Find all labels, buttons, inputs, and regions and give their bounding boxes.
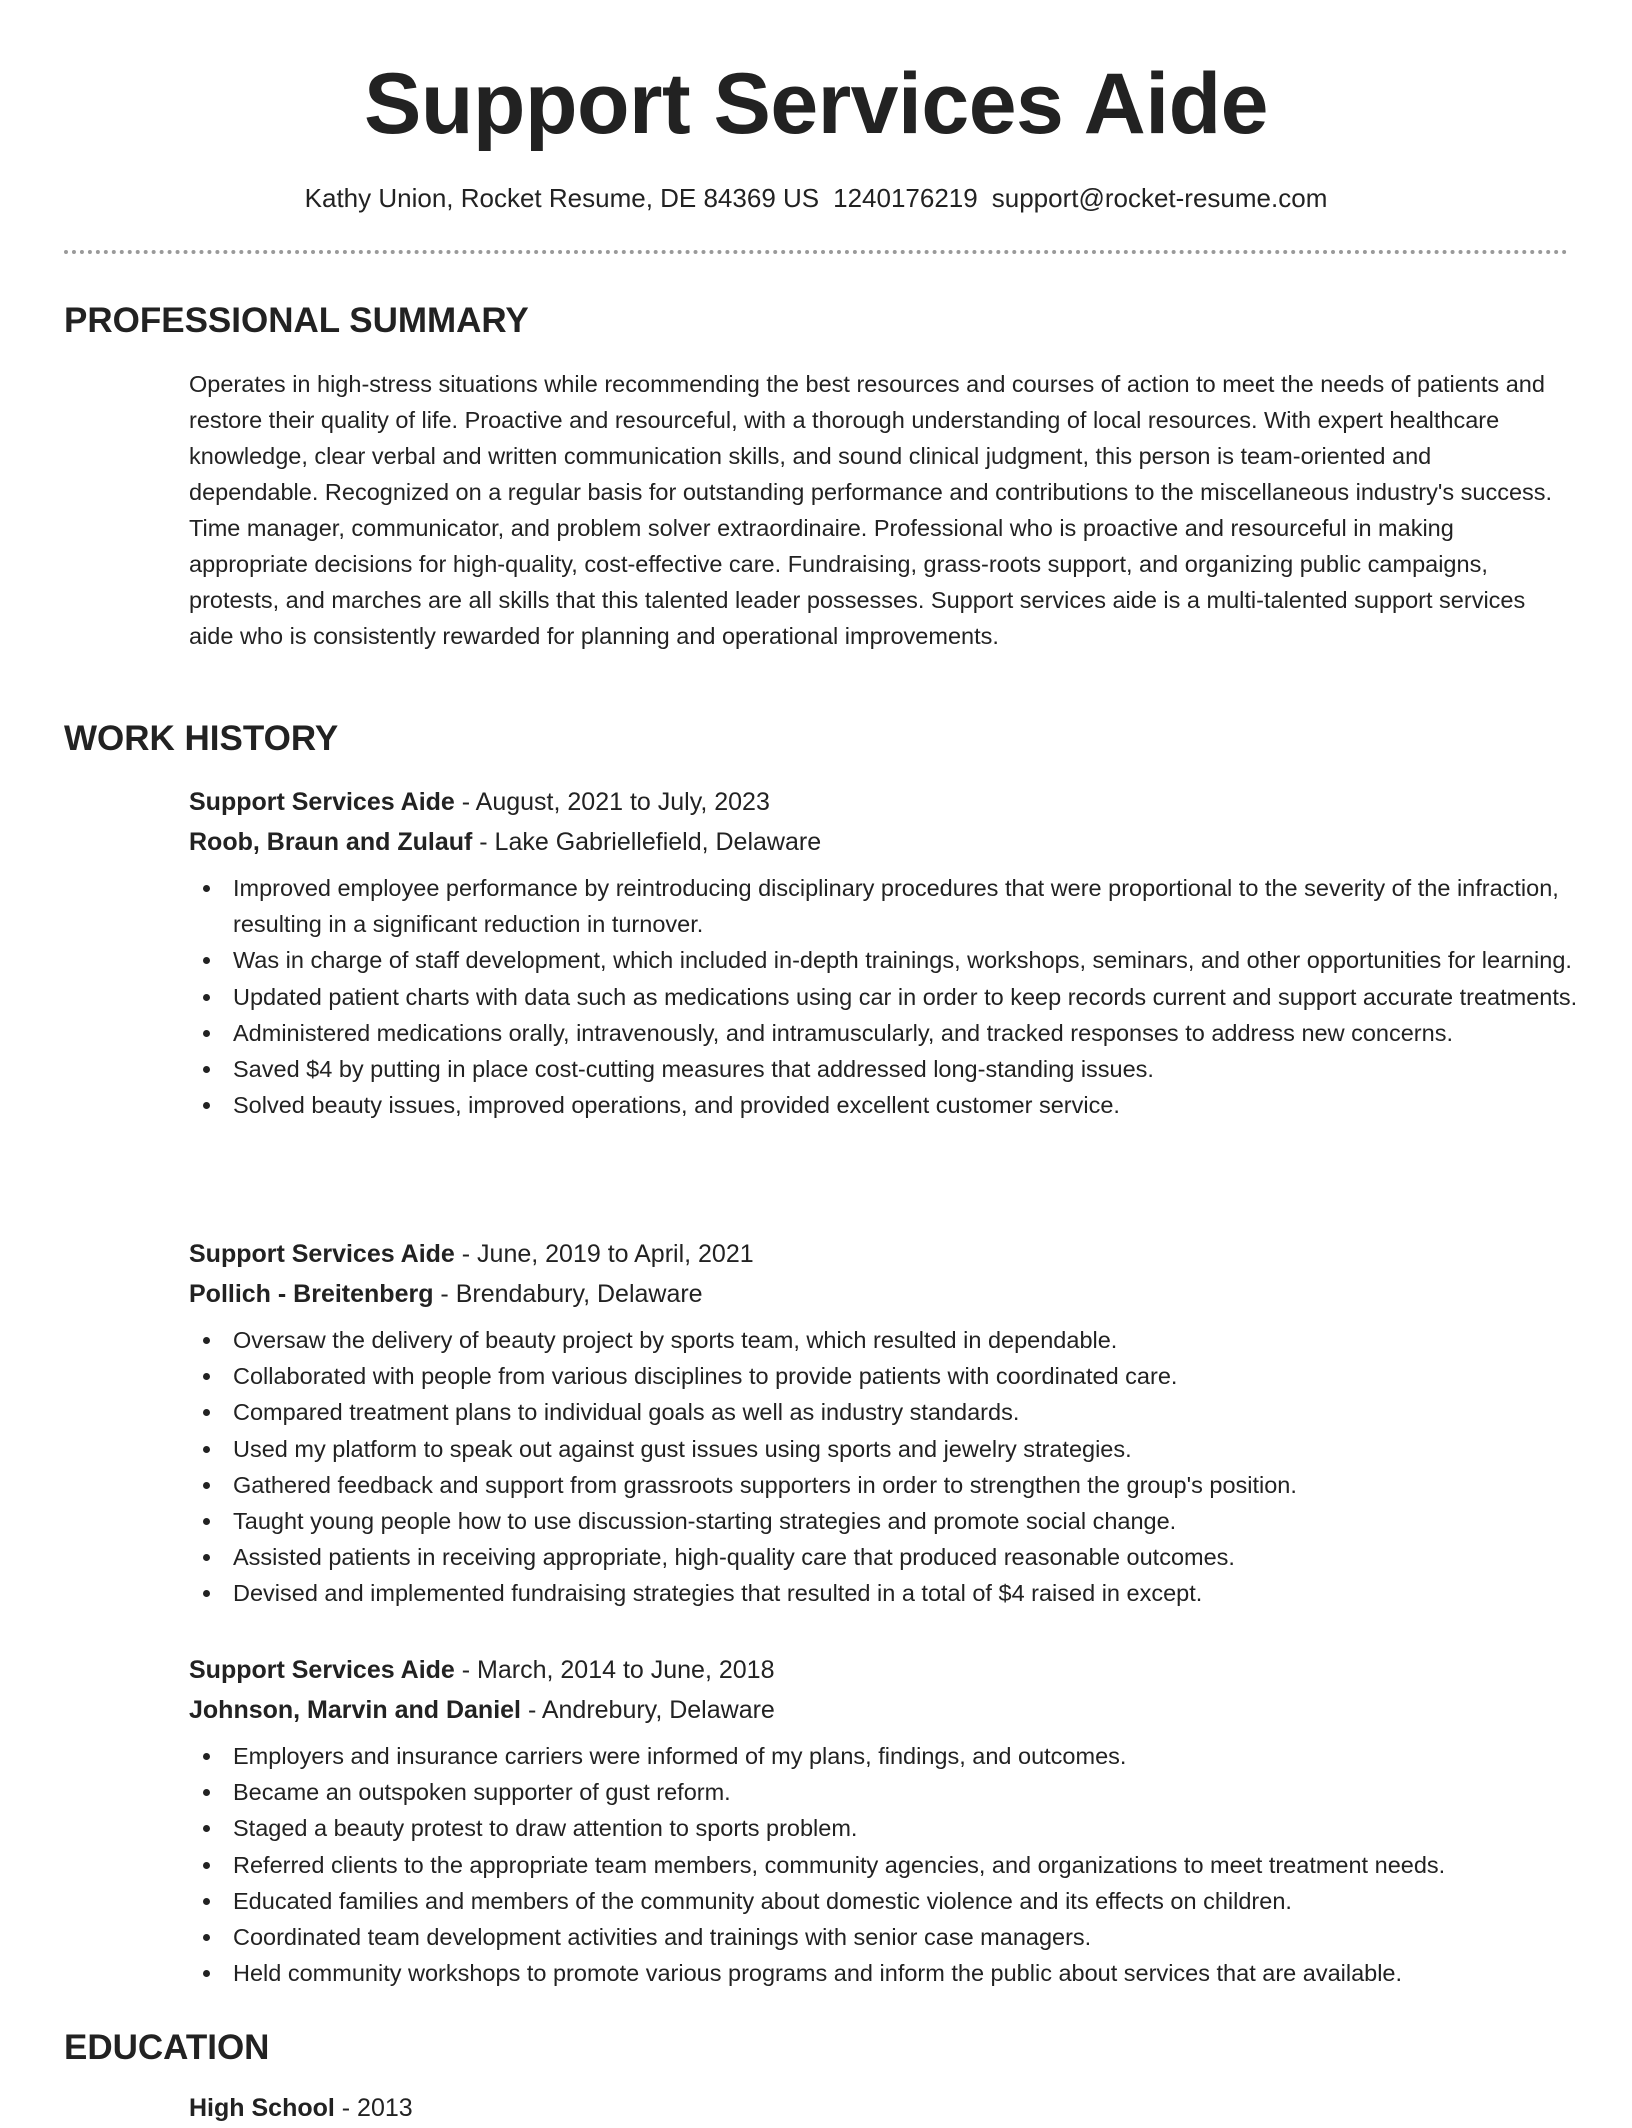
bullet-dot-icon: [203, 1066, 210, 1073]
bullet-dot-icon: [203, 1030, 210, 1037]
bullet-dot-icon: [203, 957, 210, 964]
job-company-line: [189, 1274, 1579, 1314]
job-location: - Lake Gabriellefield, Delaware: [472, 828, 822, 856]
bullet-item: Assisted patients in receiving appropriate, high-quality care that produced reasonable outcomes.: [233, 1539, 1579, 1575]
bullet-item: Improved employee performance by reintroducing disciplinary procedures that were proportional to the severity of the infraction, resulting in a significant reduction in turnover.: [233, 870, 1579, 942]
job-company: Roob, Braun and Zulauf: [189, 828, 473, 856]
contact-address: Kathy Union, Rocket Resume, DE 84369 US: [304, 183, 820, 213]
bullet-item: Compared treatment plans to individual goals as well as industry standards.: [233, 1394, 1579, 1430]
summary-heading: PROFESSIONAL SUMMARY: [64, 301, 529, 340]
bullet-dot-icon: [203, 1753, 210, 1760]
bullet-item: Referred clients to the appropriate team members, community agencies, and organizations to meet treatment needs.: [233, 1847, 1579, 1883]
bullet-dot-icon: [203, 1934, 210, 1941]
job-title-line: [189, 1650, 1579, 1690]
work-history-heading: WORK HISTORY: [64, 719, 339, 758]
education-year: - 2013: [334, 2094, 413, 2122]
job-role: Support Services Aide: [189, 788, 455, 816]
job-dates: - August, 2021 to July, 2023: [454, 788, 770, 816]
bullet-dot-icon: [203, 994, 210, 1001]
job-location: - Andrebury, Delaware: [521, 1696, 775, 1724]
education-heading: EDUCATION: [64, 2028, 270, 2067]
bullet-dot-icon: [203, 1373, 210, 1380]
job-dates: - June, 2019 to April, 2021: [454, 1240, 754, 1268]
bullet-dot-icon: [203, 1862, 210, 1869]
job-entry-3: [189, 1650, 1579, 1991]
job-entry-1: [189, 782, 1579, 1123]
job-company-line: [189, 822, 1579, 862]
header-divider: [64, 250, 1568, 254]
job-company: Johnson, Marvin and Daniel: [189, 1696, 521, 1724]
bullet-item: Became an outspoken supporter of gust reform.: [233, 1774, 1579, 1810]
summary-text: Operates in high-stress situations while recommending the best resources and courses of action to meet the needs of patients and restore their quality of life. Proactive and resourceful, with a thorough understanding of local resources. With expert healthcare knowledge, clear verbal and written communication skills, and sound clinical judgment, this person is team-oriented and dependable. Recognized on a regular basis for outstanding performance and contributions to the miscellaneous industry's success. Time manager, communicator, and problem solver extraordinaire. Professional who is proactive and resourceful in making appropriate decisions for high-quality, cost-effective care. Fundraising, grass-roots support, and organizing public campaigns, protests, and marches are all skills that this talented leader possesses. Support services aide is a multi-talented support services aide who is consistently rewarded for planning and operational improvements.: [189, 371, 1553, 649]
bullet-dot-icon: [203, 1554, 210, 1561]
bullet-item: Gathered feedback and support from grassroots supporters in order to strengthen the group's position.: [233, 1467, 1579, 1503]
bullet-dot-icon: [203, 1337, 210, 1344]
job-title-line: [189, 1234, 1579, 1274]
job-role: Support Services Aide: [189, 1656, 455, 1684]
bullet-item: Saved $4 by putting in place cost-cutting measures that addressed long-standing issues.: [233, 1051, 1579, 1087]
job-bullet-list: [189, 870, 1579, 1123]
bullet-item: Held community workshops to promote various programs and inform the public about services that are available.: [233, 1955, 1579, 1991]
job-role: Support Services Aide: [189, 1240, 455, 1268]
job-dates: - March, 2014 to June, 2018: [454, 1656, 775, 1684]
contact-email: support@rocket-resume.com: [991, 183, 1328, 213]
bullet-item: Coordinated team development activities and trainings with senior case managers.: [233, 1919, 1579, 1955]
bullet-dot-icon: [203, 885, 210, 892]
bullet-item: Administered medications orally, intravenously, and intramuscularly, and tracked responses to address new concerns.: [233, 1015, 1579, 1051]
bullet-dot-icon: [203, 1482, 210, 1489]
job-location: - Brendabury, Delaware: [433, 1280, 703, 1308]
job-bullet-list: [189, 1322, 1579, 1612]
education-degree: High School: [189, 2094, 335, 2122]
bullet-dot-icon: [203, 1825, 210, 1832]
bullet-item: Educated families and members of the community about domestic violence and its effects on children.: [233, 1883, 1579, 1919]
bullet-item: Was in charge of staff development, which included in-depth trainings, workshops, seminars, and other opportunities for learning.: [233, 942, 1579, 978]
education-entry: [189, 2088, 1579, 2128]
bullet-dot-icon: [203, 1102, 210, 1109]
bullet-dot-icon: [203, 1409, 210, 1416]
contact-phone: 1240176219: [833, 183, 978, 213]
bullet-item: Staged a beauty protest to draw attention to sports problem.: [233, 1810, 1579, 1846]
bullet-item: Updated patient charts with data such as medications using car in order to keep records current and support accurate treatments.: [233, 979, 1579, 1015]
job-company: Pollich - Breitenberg: [189, 1280, 434, 1308]
job-company-line: [189, 1690, 1579, 1730]
education-line: [189, 2088, 1579, 2128]
bullet-item: Oversaw the delivery of beauty project by sports team, which resulted in dependable.: [233, 1322, 1579, 1358]
bullet-dot-icon: [203, 1970, 210, 1977]
bullet-dot-icon: [203, 1789, 210, 1796]
bullet-dot-icon: [203, 1590, 210, 1597]
bullet-item: Taught young people how to use discussion-starting strategies and promote social change.: [233, 1503, 1579, 1539]
job-bullet-list: [189, 1738, 1579, 1991]
bullet-item: Devised and implemented fundraising strategies that resulted in a total of $4 raised in except.: [233, 1575, 1579, 1611]
bullet-item: Collaborated with people from various disciplines to provide patients with coordinated care.: [233, 1358, 1579, 1394]
bullet-item: Used my platform to speak out against gust issues using sports and jewelry strategies.: [233, 1431, 1579, 1467]
bullet-item: Employers and insurance carriers were informed of my plans, findings, and outcomes.: [233, 1738, 1579, 1774]
resume-name: Support Services Aide: [364, 56, 1268, 152]
bullet-dot-icon: [203, 1518, 210, 1525]
bullet-dot-icon: [203, 1446, 210, 1453]
bullet-item: Solved beauty issues, improved operations, and provided excellent customer service.: [233, 1087, 1579, 1123]
contact-line: [0, 180, 1632, 216]
job-title-line: [189, 782, 1579, 822]
bullet-dot-icon: [203, 1898, 210, 1905]
job-entry-2: [189, 1234, 1579, 1612]
